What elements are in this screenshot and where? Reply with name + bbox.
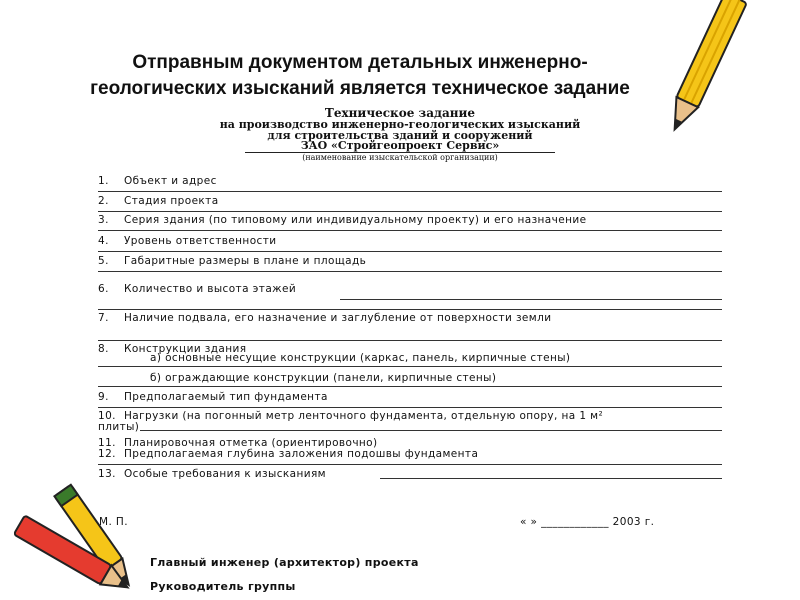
stamp-mark-label: М. П. (99, 516, 128, 528)
list-item: 6. Количество и высота этажей (98, 283, 297, 295)
list-item: 12. Предполагаемая глубина заложения подошвы фундамента (98, 448, 479, 460)
list-item: 1. Объект и адрес (98, 175, 217, 187)
list-item: 8. Конструкции здания (98, 343, 247, 355)
pencil-icon (640, 0, 760, 150)
list-item: 2. Стадия проекта (98, 195, 219, 207)
document-subtitle-1: на производство инженерно-геологических изысканий (219, 118, 581, 131)
list-item: б) ограждающие конструкции (панели, кирпичные стены) (150, 372, 497, 384)
headline-line-1: Отправным документом детальных инженерно- (132, 52, 588, 73)
signature-group-head: Руководитель группы (150, 580, 296, 593)
organization-name: ЗАО «Стройгеопроект Сервис» (245, 139, 555, 153)
date-line: « » ____________ 2003 г. (520, 516, 655, 528)
list-item: 13. Особые требования к изысканиям (98, 468, 326, 480)
headline-line-2: геологических изысканий является техническое задание (90, 78, 630, 99)
signature-chief-engineer: Главный инженер (архитектор) проекта (150, 556, 419, 569)
document-subtitle-2: для строительства зданий и сооружений (267, 129, 533, 142)
organization-caption: (наименование изыскательской организации) (302, 153, 498, 162)
document-title: Техническое задание (324, 106, 476, 120)
list-item: 10. Нагрузки (на погонный метр ленточного фундамента, отдельную опору, на 1 м² (98, 410, 604, 422)
list-item: 4. Уровень ответственности (98, 235, 277, 247)
list-item: 7. Наличие подвала, его назначение и заглубление от поверхности земли (98, 312, 552, 324)
list-item: а) основные несущие конструкции (каркас, панель, кирпичные стены) (150, 352, 571, 364)
list-item: 9. Предполагаемый тип фундамента (98, 391, 328, 403)
list-item: плиты) (98, 421, 140, 433)
list-item: 11. Планировочная отметка (ориентировочно) (98, 437, 378, 449)
pencil-icon (0, 505, 140, 600)
list-item: 5. Габаритные размеры в плане и площадь (98, 255, 367, 267)
list-item: 3. Серия здания (по типовому или индивидуальному проекту) и его назначение (98, 214, 587, 226)
